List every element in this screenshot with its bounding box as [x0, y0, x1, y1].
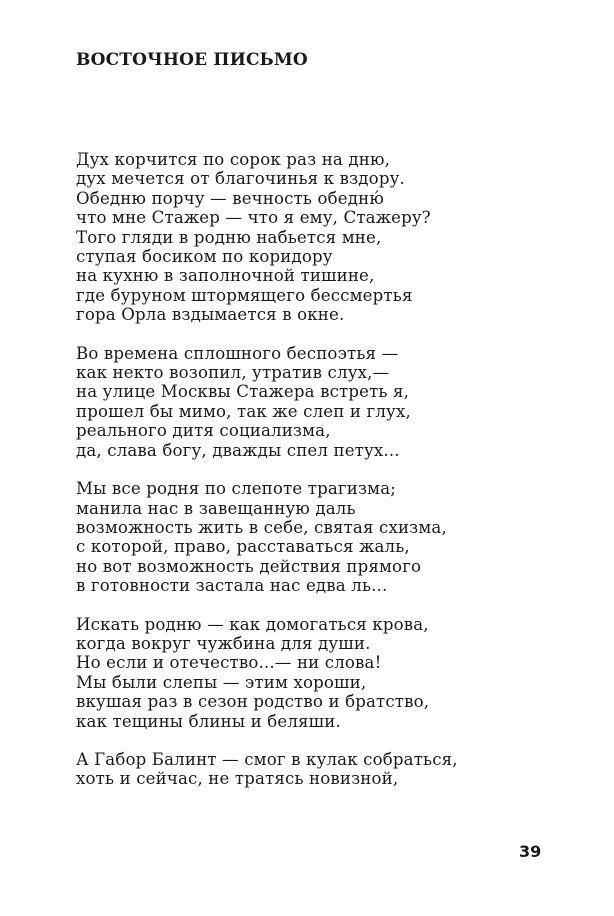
poem-line: с которой, право, расставаться жаль,	[76, 537, 410, 557]
poem-line: манила нас в завещанную даль	[76, 498, 356, 518]
stanza	[76, 479, 576, 595]
poem-line: ступая босиком по коридору	[76, 247, 333, 267]
poem-line: хоть и сейчас, не тратясь новизной,	[76, 769, 399, 789]
poem-body	[76, 150, 576, 808]
poem-line: Мы все родня по слепоте трагизма;	[76, 479, 396, 499]
poem-title: ВОСТОЧНОЕ ПИСЬМО	[76, 50, 308, 70]
poem-line: гора Орла вздымается в окне.	[76, 305, 345, 325]
poem-line: Во времена сплошного беспоэтья —	[76, 343, 399, 363]
poem-line: возможность жить в себе, святая схизма,	[76, 517, 447, 537]
poem-line: на улице Москвы Стажера встреть я,	[76, 382, 410, 402]
poem-line: А Габор Балинт — смог в кулак собраться,	[76, 749, 458, 769]
stanza	[76, 615, 576, 731]
poem-line: да, слава богу, дважды спел петух...	[76, 440, 400, 460]
poem-line: Того гляди в родню набьется мне,	[76, 227, 382, 247]
poem-line: Мы были слепы — этим хороши,	[76, 672, 367, 692]
poem-line: реального дитя социализма,	[76, 421, 331, 441]
poem-line: прошел бы мимо, так же слеп и глух,	[76, 401, 411, 421]
poem-line: в готовности застала нас едва ль...	[76, 576, 388, 596]
poem-line: что мне Стажер — что я ему, Стажеру?	[76, 208, 431, 228]
poem-line: но вот возможность действия прямого	[76, 556, 422, 576]
poem-line: где буруном штормящего бессмертья	[76, 285, 413, 305]
stanza	[76, 344, 576, 460]
poem-line: Обедню порчу — вечность обедню́	[76, 188, 384, 208]
poem-line: вкушая раз в сезон родство и братство,	[76, 692, 430, 712]
poem-line: как тещины блины и беляши.	[76, 711, 341, 731]
poem-line: Но если и отечество...— ни слова!	[76, 653, 382, 673]
stanza	[76, 150, 576, 325]
poem-line: когда вокруг чужбина для души.	[76, 633, 371, 653]
poem-line: Искать родню — как домогаться крова,	[76, 614, 429, 634]
poem-line: на кухню в заполночной тишине,	[76, 266, 375, 286]
stanza	[76, 750, 576, 789]
poem-line: как некто возопил, утратив слух,—	[76, 363, 390, 383]
poem-line: дух мечется от благочинья к вздору.	[76, 169, 405, 189]
poem-line: Дух корчится по сорок раз на дню,	[76, 150, 391, 169]
page-number: 39	[519, 842, 542, 861]
